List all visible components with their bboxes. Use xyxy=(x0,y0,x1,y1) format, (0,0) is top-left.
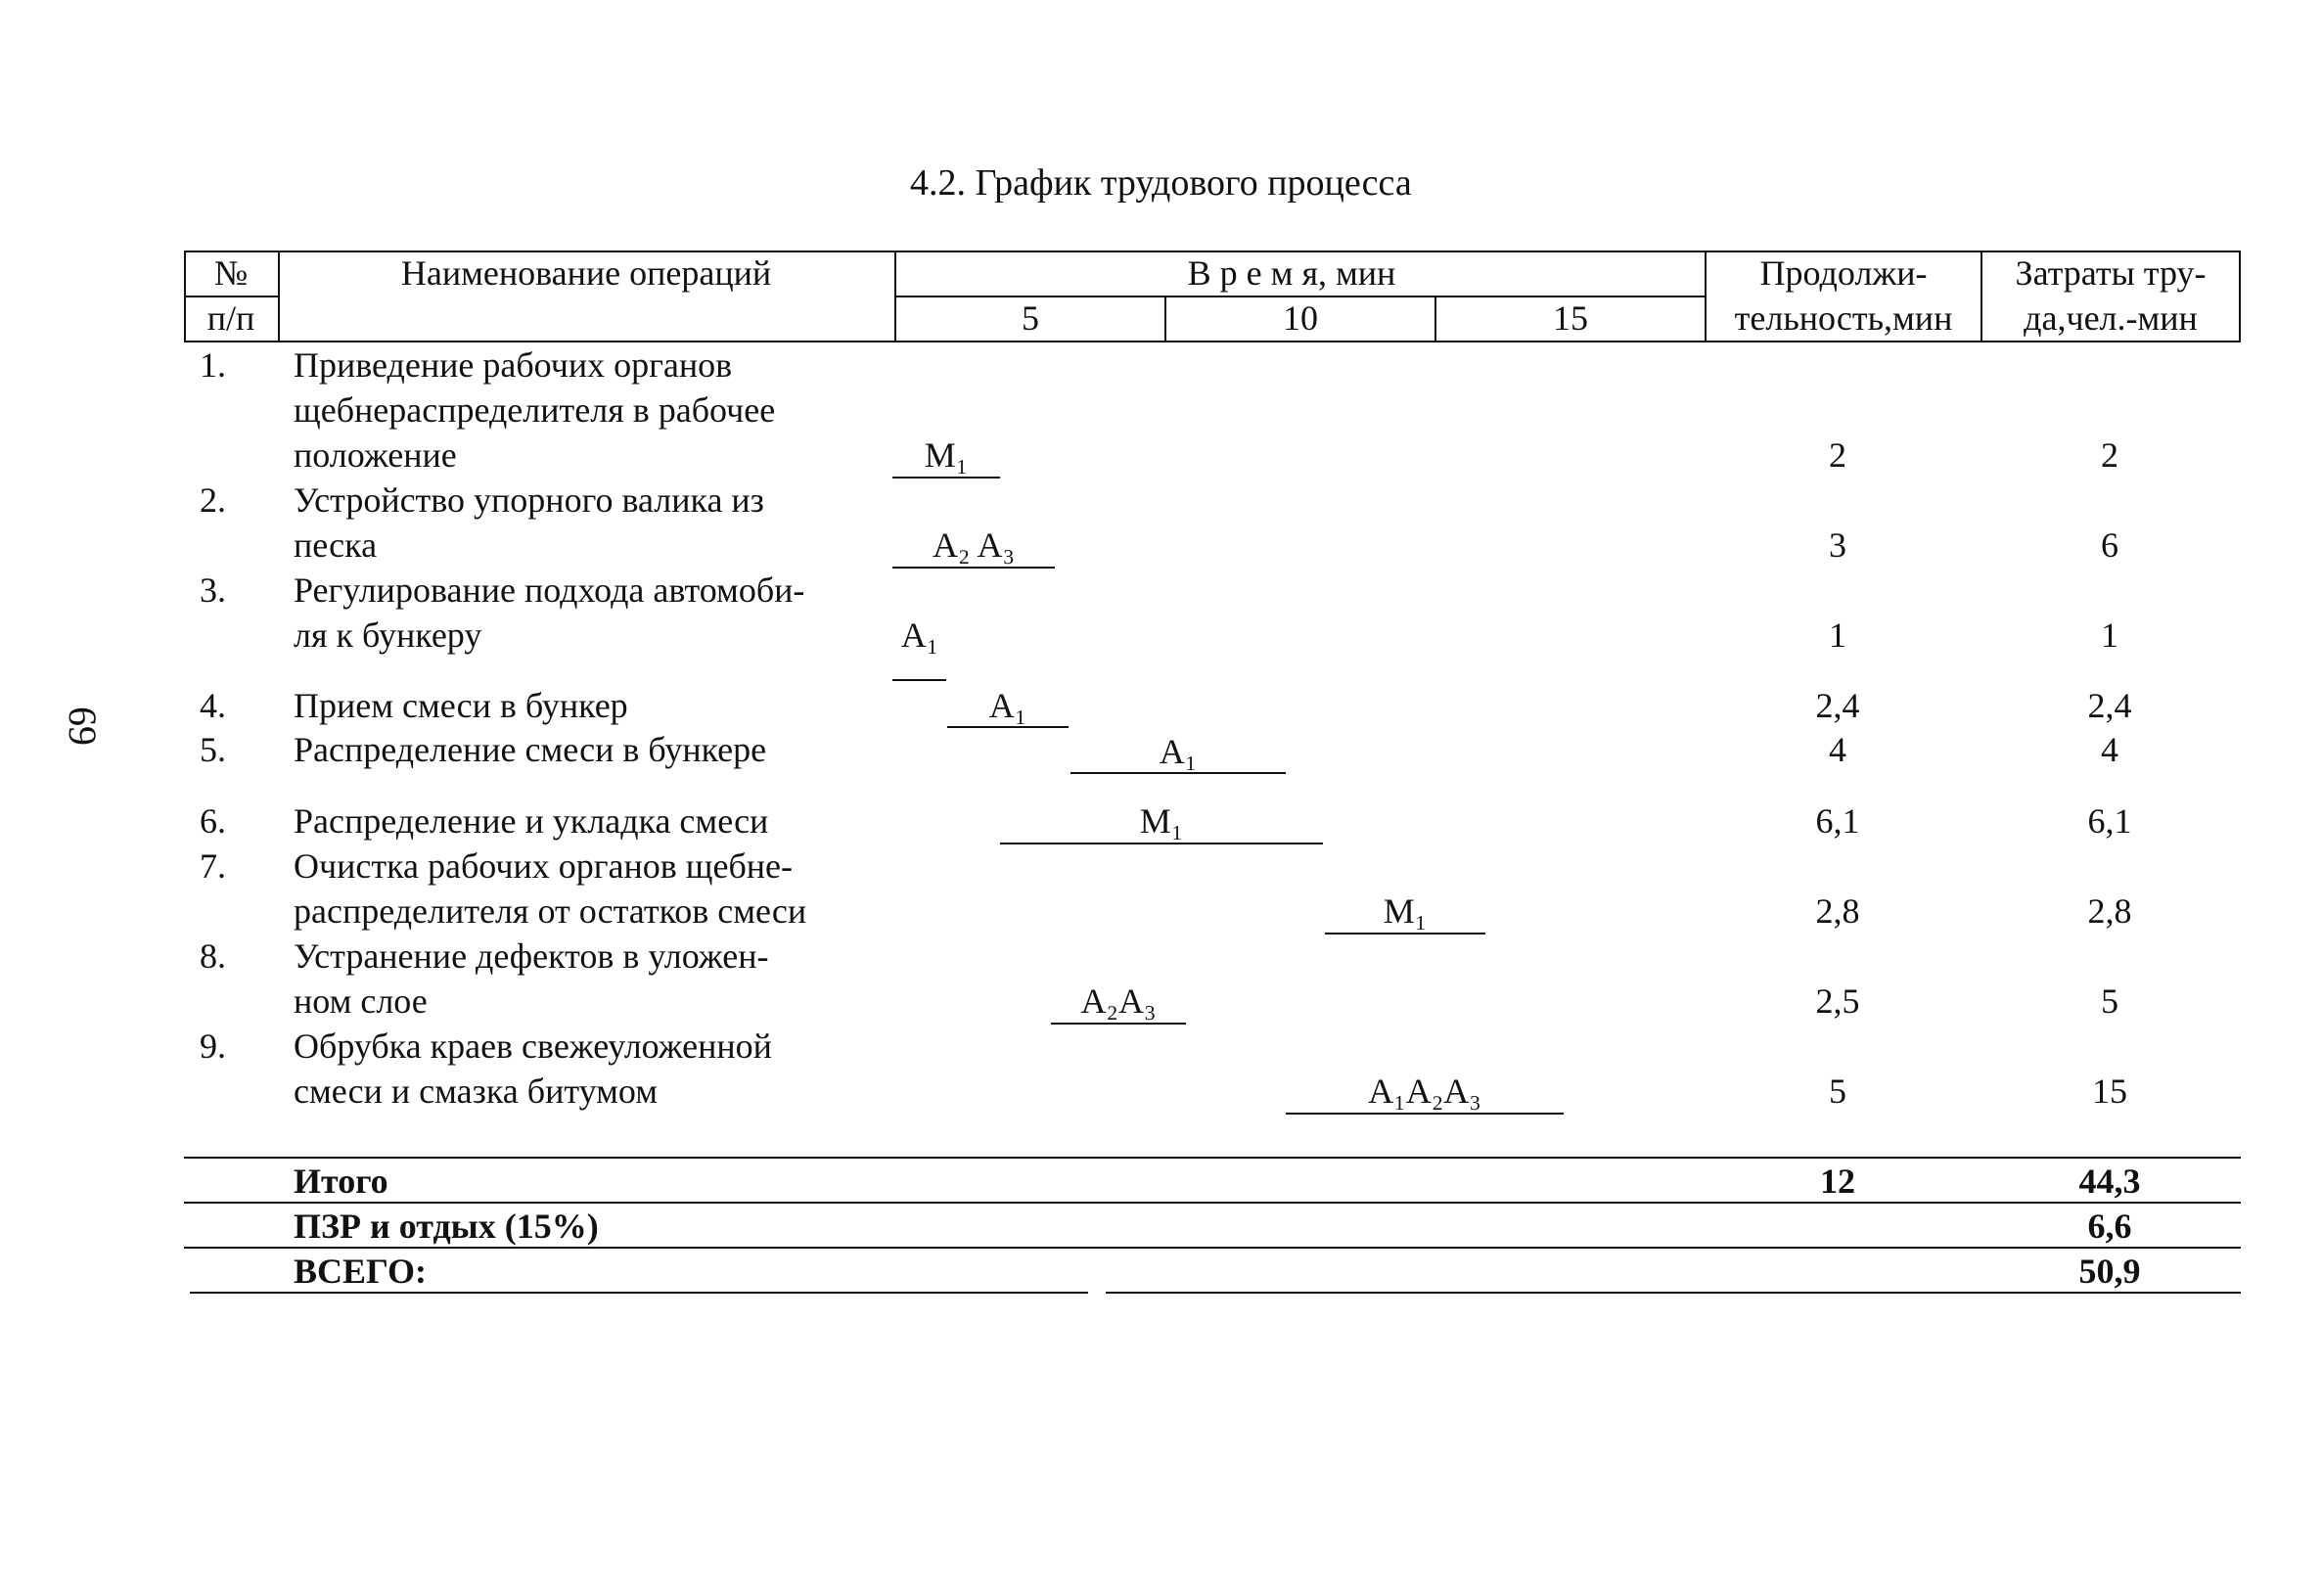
header-time: В р е м я, мин xyxy=(1187,253,1396,293)
page-number: 69 xyxy=(61,707,105,746)
row-number: 9. xyxy=(200,1026,226,1066)
crew-label: A₂A₃ xyxy=(1080,981,1157,1021)
totals-bottom-border-left xyxy=(190,1292,1088,1294)
operation-name-line: ном слое xyxy=(294,981,428,1021)
header-tick-15: 15 xyxy=(1553,298,1588,338)
labor-value: 5 xyxy=(2101,981,2118,1021)
operation-name-line: Прием смеси в бункер xyxy=(294,686,628,725)
operation-name-line: песка xyxy=(294,525,378,565)
labor-value: 4 xyxy=(2101,730,2118,769)
header-vline-7 xyxy=(2239,251,2241,342)
crew-label: A₂ A₃ xyxy=(932,525,1016,565)
duration-value: 1 xyxy=(1829,616,1846,655)
crew-label: M₁ xyxy=(1383,891,1428,931)
operation-name-line: Распределение и укладка смеси xyxy=(294,801,769,841)
vsego-labor: 50,9 xyxy=(2078,1252,2141,1291)
duration-value: 2 xyxy=(1829,435,1846,475)
duration-value: 2,4 xyxy=(1815,686,1860,725)
gantt-bar xyxy=(1000,843,1323,844)
gantt-bar xyxy=(1286,1113,1564,1115)
gantt-bar xyxy=(892,679,946,681)
gantt-bar xyxy=(892,567,1055,569)
duration-value: 5 xyxy=(1829,1072,1846,1111)
duration-value: 2,5 xyxy=(1815,981,1860,1021)
gantt-bar xyxy=(947,726,1069,728)
labor-value: 15 xyxy=(2092,1072,2127,1111)
gantt-bar xyxy=(892,477,1000,479)
header-labor-bottom: да,чел.-мин xyxy=(2024,298,2198,338)
header-name: Наименование операций xyxy=(400,253,772,293)
labor-value: 2,8 xyxy=(2087,891,2132,931)
operation-name-line: положение xyxy=(294,435,457,475)
header-bottom-border xyxy=(184,341,2241,342)
duration-value: 6,1 xyxy=(1815,801,1860,841)
labor-value: 2,4 xyxy=(2087,686,2132,725)
labor-value: 2 xyxy=(2101,435,2118,475)
totals-line-2 xyxy=(184,1247,2241,1249)
row-number: 3. xyxy=(200,570,226,610)
duration-value: 3 xyxy=(1829,525,1846,565)
gantt-bar xyxy=(1070,772,1286,774)
crew-label: M₁ xyxy=(924,435,969,475)
pzr-label: ПЗР и отдых (15%) xyxy=(294,1207,599,1246)
operation-name-line: щебнераспределителя в рабочее xyxy=(294,390,776,430)
header-duration-top: Продолжи- xyxy=(1759,253,1928,293)
itogo-label: Итого xyxy=(294,1162,388,1201)
operation-name-line: Очистка рабочих органов щебне- xyxy=(294,846,793,886)
operation-name-line: Устройство упорного валика из xyxy=(294,480,764,520)
itogo-labor: 44,3 xyxy=(2078,1162,2141,1201)
header-tick-5: 5 xyxy=(1022,298,1039,338)
header-labor-top: Затраты тру- xyxy=(2015,253,2207,293)
duration-value: 2,8 xyxy=(1815,891,1860,931)
header-tick-10: 10 xyxy=(1283,298,1318,338)
operation-name-line: Приведение рабочих органов xyxy=(294,345,733,385)
operation-name-line: Обрубка краев свежеуложенной xyxy=(294,1026,772,1066)
crew-label: A₁ xyxy=(988,686,1027,725)
operation-name-line: Устранение дефектов в уложен- xyxy=(294,936,769,976)
operation-name-line: ля к бункеру xyxy=(294,616,482,655)
header-no-top: № xyxy=(213,253,249,293)
itogo-duration: 12 xyxy=(1820,1162,1855,1201)
vsego-label: ВСЕГО: xyxy=(294,1252,428,1291)
labor-value: 6 xyxy=(2101,525,2118,565)
totals-bottom-border-right xyxy=(1106,1292,2241,1294)
gantt-bar xyxy=(1325,933,1485,935)
operation-name-line: Регулирование подхода автомоби- xyxy=(294,570,805,610)
crew-label: A₁ xyxy=(1159,732,1198,771)
page-title: 4.2. График трудового процесса xyxy=(910,162,1412,204)
row-number: 1. xyxy=(200,345,226,385)
row-number: 2. xyxy=(200,480,226,520)
duration-value: 4 xyxy=(1829,730,1846,769)
operation-name-line: Распределение смеси в бункере xyxy=(294,730,767,769)
totals-line-1 xyxy=(184,1202,2241,1204)
row-number: 7. xyxy=(200,846,226,886)
row-number: 4. xyxy=(200,686,226,725)
row-number: 8. xyxy=(200,936,226,976)
gantt-bar xyxy=(1051,1023,1186,1025)
totals-top-border xyxy=(184,1157,2241,1159)
header-duration-bottom: тельность,мин xyxy=(1734,298,1953,338)
labor-value: 1 xyxy=(2101,616,2118,655)
labor-value: 6,1 xyxy=(2087,801,2132,841)
pzr-labor: 6,6 xyxy=(2087,1207,2132,1246)
operation-name-line: смеси и смазка битумом xyxy=(294,1072,659,1111)
crew-label: M₁ xyxy=(1139,801,1184,841)
row-number: 5. xyxy=(200,730,226,769)
row-number: 6. xyxy=(200,801,226,841)
operation-name-line: распределителя от остатков смеси xyxy=(294,891,807,931)
crew-label: A₁ xyxy=(900,616,939,655)
crew-label: A₁A₂A₃ xyxy=(1368,1072,1481,1111)
header-no-bottom: п/п xyxy=(206,298,255,338)
